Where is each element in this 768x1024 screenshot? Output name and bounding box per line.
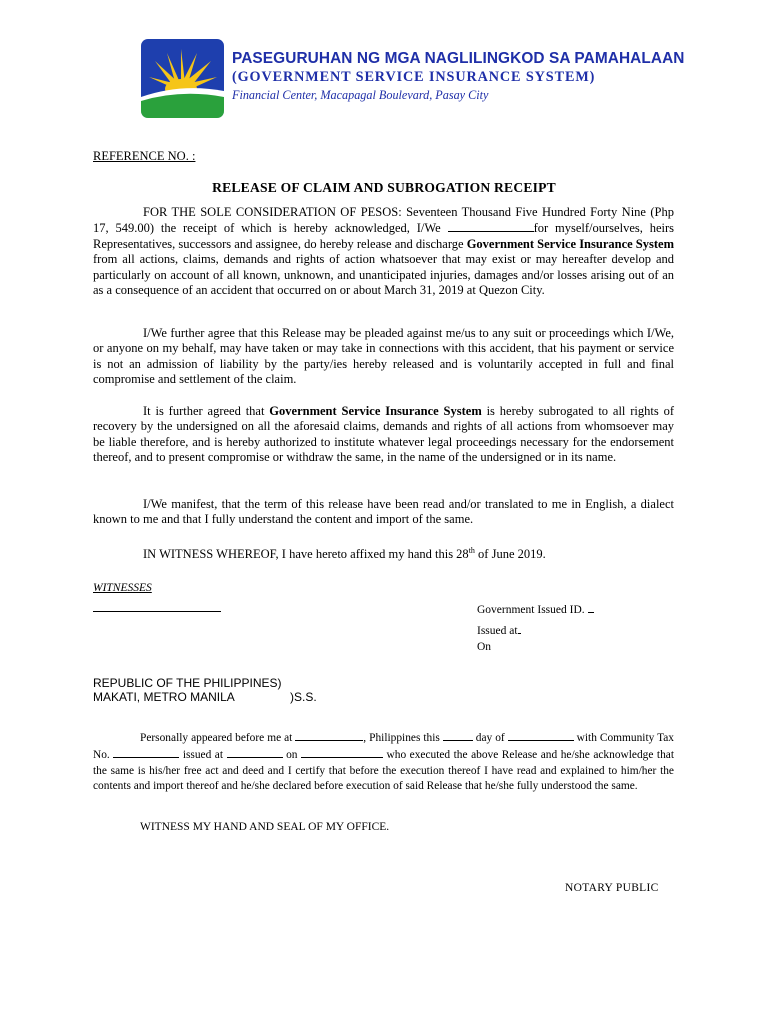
np-text-c: day of — [472, 732, 508, 744]
p2-text: I/We further agree that this Release may be pleaded against me/us to any suit or proceedings which I/We, or anyone on my behalf, may have taken or may take in connections with this accident, that his payment or service is not an admission of liability by the party/ies hereby released and is voluntarily accepted in full and final compromise and settlement of the claim. — [93, 326, 674, 387]
p5-superscript: th — [468, 546, 475, 555]
document-title: RELEASE OF CLAIM AND SUBROGATION RECEIPT — [212, 180, 556, 195]
ctc-place-blank[interactable] — [227, 746, 283, 758]
gsis-logo — [141, 39, 224, 118]
venue-city: MAKATI, METRO MANILA — [93, 690, 235, 704]
month-blank[interactable] — [508, 729, 574, 741]
p1-text-b: for myself/ourselves, heirs Representatives, successors and assignee, do hereby release and discharge — [93, 221, 675, 251]
notary-public-label: NOTARY PUBLIC — [565, 882, 659, 894]
p3-gsis-bold: Government Service Insurance System — [269, 404, 482, 418]
org-subtitle: (GOVERNMENT SERVICE INSURANCE SYSTEM) — [232, 69, 596, 85]
np-text-g: who executed the above Release and he/she acknowledge that the same is his/her free act and deed and I certify that before the execution thereof I have read and explained to him/her the contents and import thereof and he/she declared before execution of said Release that he/she fully understood the same. — [93, 749, 675, 792]
np-text-d: with Community Tax No. — [93, 732, 674, 762]
witness-signature-line[interactable] — [93, 610, 221, 612]
venue-republic: REPUBLIC OF THE PHILIPPINES) — [93, 676, 282, 690]
paragraph-consideration — [93, 205, 674, 298]
ctc-date-blank[interactable] — [301, 746, 383, 758]
org-name: PASEGURUHAN NG MGA NAGLILINGKOD SA PAMAHALAAN — [232, 50, 685, 67]
paragraph-release-plea — [93, 326, 674, 388]
government-id-blank[interactable] — [588, 601, 594, 613]
witnesses-label: WITNESSES — [93, 582, 152, 594]
seal-statement: WITNESS MY HAND AND SEAL OF MY OFFICE. — [140, 821, 390, 833]
reference-number-label: REFERENCE NO. : — [93, 149, 196, 163]
p5-text-b: of June 2019. — [474, 547, 546, 562]
issued-at-blank[interactable] — [518, 622, 521, 634]
on-field[interactable]: On — [477, 641, 492, 653]
np-text-b: , Philippines this — [363, 732, 443, 744]
p1-text-c: from all actions, claims, demands and rights of action whatsoever that may exist or may hereafter develop and particularly on account of all known, unknown, and unanticipated injuries, damages and/or losses arising out of an as a consequence of an accident that occurred on or about March 31, 2019 at Quezon City. — [93, 252, 674, 298]
np-text-a: Personally appeared before me at — [140, 732, 296, 744]
p3-text-a: It is further agreed that — [143, 404, 270, 418]
ctc-number-blank[interactable] — [113, 746, 179, 758]
government-id-field[interactable] — [477, 601, 594, 616]
venue-ss: )S.S. — [290, 690, 317, 704]
p4-text: I/We manifest, that the term of this release have been read and/or translated to me in English, a dialect known to me and that I fully understand the content and import of the same. — [93, 497, 674, 527]
day-blank[interactable] — [443, 729, 473, 741]
np-text-e: issued at — [179, 749, 227, 762]
notary-paragraph — [93, 729, 674, 794]
p3-text-b: is hereby subrogated to all rights of recovery by the undersigned on all the aforesaid claims, demands and rights of all actions from whomsoever may be liable therefore, and is hereby authorized to institute whatever legal proceedings necessary for the endorsement thereof, and to present compromise or withdraw the same, in the name of the undersigned or in its name. — [93, 404, 674, 465]
p1-gsis-bold: Government Service Insurance System — [466, 236, 674, 251]
place-blank[interactable] — [295, 729, 363, 741]
paragraph-subrogation — [93, 404, 674, 466]
p1-text-a: FOR THE SOLE CONSIDERATION OF PESOS: Seventeen Thousand Five Hundred Forty Nine (Php 17, 549.00) the receipt of which is hereby acknowledged, I/We — [93, 205, 674, 236]
name-blank[interactable] — [448, 220, 534, 232]
np-text-f: on — [282, 749, 301, 762]
sun-logo-icon — [141, 39, 224, 118]
paragraph-witness-whereof — [93, 543, 674, 563]
issued-at-field[interactable] — [477, 622, 521, 637]
p5-text-a: IN WITNESS WHEREOF, I have hereto affixed my hand this 28 — [143, 547, 469, 562]
issued-at-label: Issued at — [477, 625, 518, 637]
paragraph-manifest — [93, 497, 674, 528]
government-id-label: Government Issued ID. — [477, 604, 585, 616]
org-address: Financial Center, Macapagal Boulevard, Pasay City — [232, 88, 489, 102]
